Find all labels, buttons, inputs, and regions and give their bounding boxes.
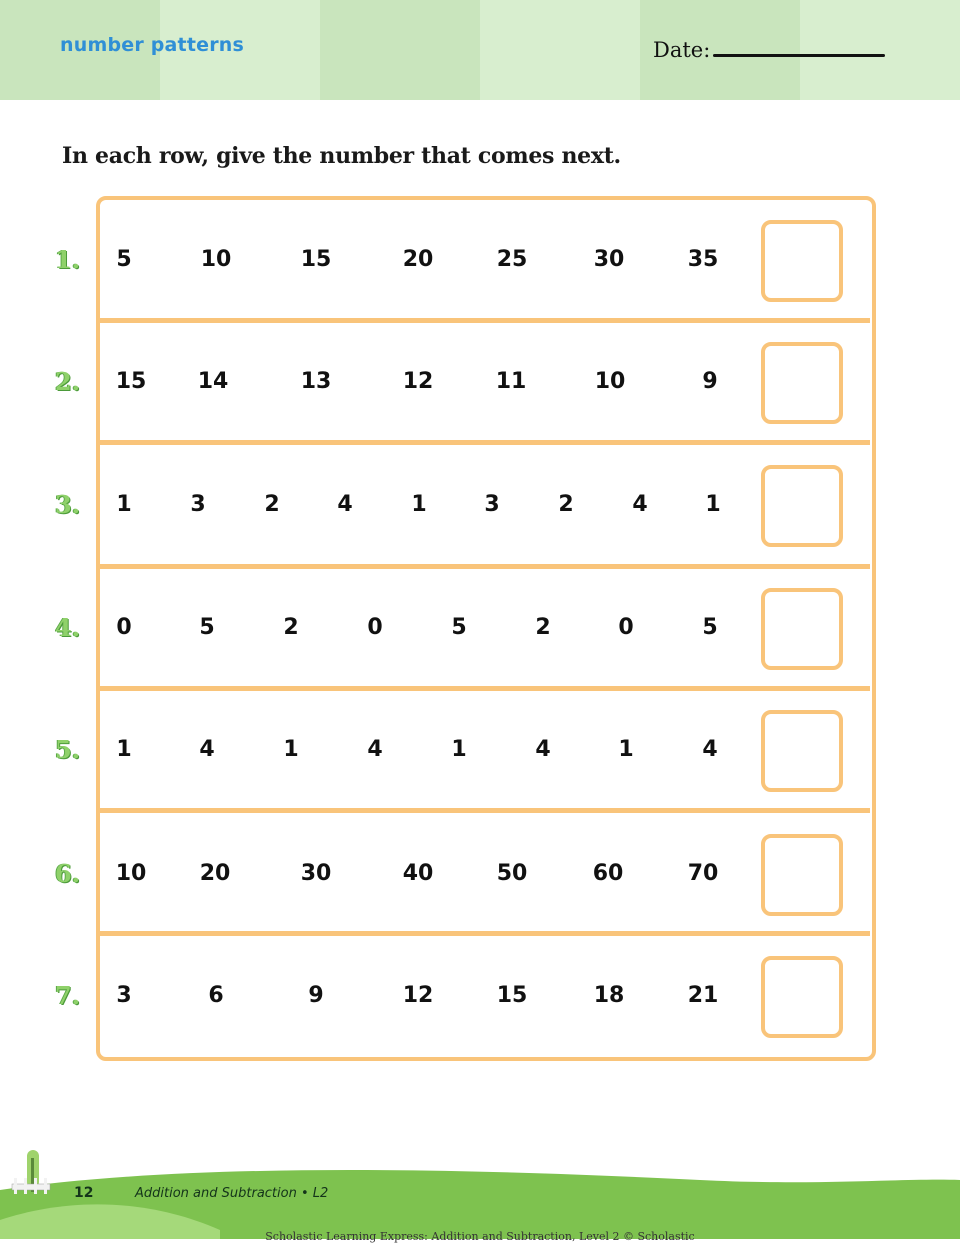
sequence-number: 4 [702,737,718,762]
section-title: number patterns [60,34,245,56]
sequence-number: 15 [496,983,528,1008]
sequence-number: 2 [264,492,280,517]
sequence-number: 30 [300,861,332,886]
sequence-number: 2 [535,615,551,640]
sequence-number: 1 [283,737,299,762]
header-stripe [480,0,640,100]
sequence-number: 1 [116,737,132,762]
sequence-number: 18 [593,983,625,1008]
row-divider [100,931,870,936]
sequence-number: 3 [190,492,206,517]
row-divider [100,440,870,445]
sequence-number: 9 [702,369,718,394]
sequence-number: 1 [411,492,427,517]
row-number: 7. [55,981,81,1010]
sequence-number: 2 [558,492,574,517]
row-number: 6. [55,859,81,888]
sequence-number: 40 [402,861,434,886]
answer-box[interactable] [761,342,843,424]
row-number: 4. [55,613,81,642]
sequence-number: 20 [402,247,434,272]
sequence-number: 10 [594,369,626,394]
answer-box[interactable] [761,834,843,916]
sequence-number: 3 [484,492,500,517]
row-divider [100,686,870,691]
row-number: 5. [55,735,81,764]
sequence-number: 14 [197,369,229,394]
sequence-number: 1 [451,737,467,762]
sequence-number: 1 [116,492,132,517]
book-title: Addition and Subtraction • L2 [135,1186,329,1201]
sequence-number: 4 [337,492,353,517]
header-stripe [320,0,480,100]
row-divider [100,318,870,323]
row-number: 3. [55,490,81,519]
sequence-number: 4 [632,492,648,517]
sequence-number: 70 [687,861,719,886]
sequence-number: 4 [199,737,215,762]
sequence-number: 5 [199,615,215,640]
answer-box[interactable] [761,588,843,670]
row-number: 2. [55,367,81,396]
sequence-number: 1 [618,737,634,762]
sequence-number: 2 [283,615,299,640]
row-number: 1. [55,245,81,274]
sequence-number: 25 [496,247,528,272]
sequence-number: 5 [451,615,467,640]
instructions: In each row, give the number that comes next. [62,143,621,169]
sequence-number: 5 [116,247,132,272]
copyright-text: Scholastic Learning Express: Addition and Subtraction, Level 2 © Scholastic [265,1230,695,1243]
header-stripe [800,0,960,100]
sequence-number: 15 [115,369,147,394]
sequence-number: 15 [300,247,332,272]
sequence-number: 3 [116,983,132,1008]
sequence-number: 12 [402,983,434,1008]
sequence-number: 60 [592,861,624,886]
sequence-number: 30 [593,247,625,272]
sequence-number: 6 [208,983,224,1008]
sequence-number: 9 [308,983,324,1008]
sequence-number: 0 [116,615,132,640]
sequence-number: 35 [687,247,719,272]
sequence-number: 21 [687,983,719,1008]
sequence-number: 0 [618,615,634,640]
answer-box[interactable] [761,220,843,302]
row-divider [100,808,870,813]
sequence-number: 13 [300,369,332,394]
row-divider [100,564,870,569]
sequence-number: 11 [495,369,527,394]
sequence-number: 5 [702,615,718,640]
answer-box[interactable] [761,956,843,1038]
sequence-number: 10 [200,247,232,272]
page-number: 12 [74,1185,94,1201]
sequence-number: 1 [705,492,721,517]
sequence-number: 0 [367,615,383,640]
sequence-number: 50 [496,861,528,886]
sequence-number: 12 [402,369,434,394]
sequence-number: 20 [199,861,231,886]
date-input-line[interactable] [713,54,885,57]
sequence-number: 10 [115,861,147,886]
date-label: Date: [653,38,711,62]
answer-box[interactable] [761,710,843,792]
answer-box[interactable] [761,465,843,547]
sequence-number: 4 [535,737,551,762]
sequence-number: 4 [367,737,383,762]
